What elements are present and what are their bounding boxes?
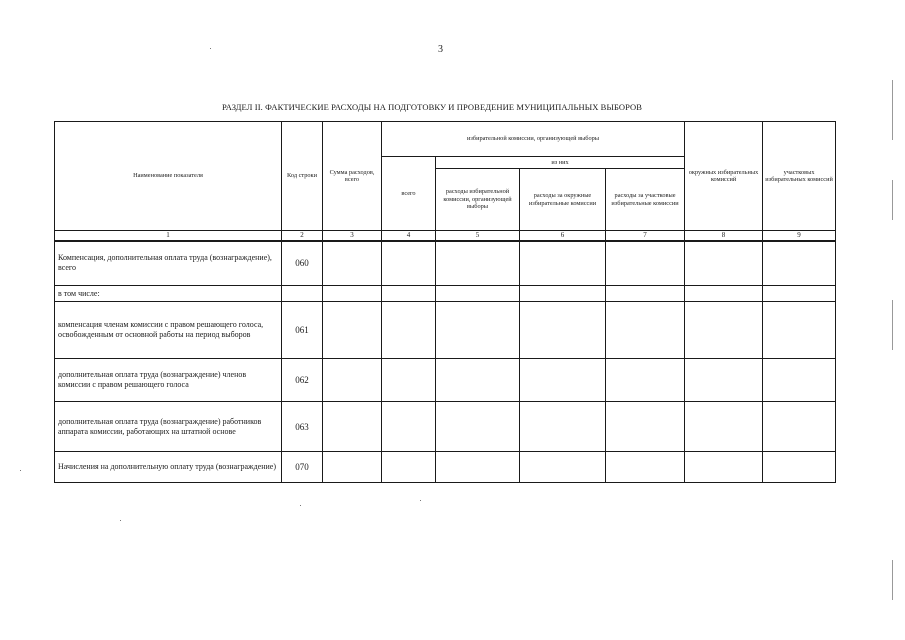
column-numbers-row bbox=[55, 231, 836, 241]
value-cell bbox=[685, 302, 763, 359]
section-title: РАЗДЕЛ II. ФАКТИЧЕСКИЕ РАСХОДЫ НА ПОДГОТОВКУ И ПРОВЕДЕНИЕ МУНИЦИПАЛЬНЫХ ВЫБОРОВ bbox=[222, 102, 643, 112]
scan-speck bbox=[210, 48, 211, 49]
header-district-expenses: расходы за окружные избирательные комиссии bbox=[520, 169, 606, 231]
value-cell bbox=[685, 452, 763, 483]
value-cell bbox=[382, 402, 436, 452]
header-precinct-commissions: участковых избирательных комиссий bbox=[763, 122, 836, 231]
value-cell bbox=[520, 286, 606, 302]
value-cell bbox=[382, 241, 436, 286]
column-number: 3 bbox=[323, 231, 382, 241]
column-number: 7 bbox=[606, 231, 685, 241]
value-cell bbox=[520, 402, 606, 452]
value-cell bbox=[520, 452, 606, 483]
value-cell bbox=[763, 302, 836, 359]
scan-mark bbox=[892, 80, 893, 140]
scan-mark bbox=[892, 180, 893, 220]
value-cell bbox=[606, 241, 685, 286]
value-cell bbox=[436, 302, 520, 359]
expenses-table bbox=[54, 121, 836, 483]
value-cell bbox=[436, 402, 520, 452]
row-code: 062 bbox=[282, 359, 323, 402]
table-row bbox=[55, 359, 836, 402]
value-cell bbox=[685, 241, 763, 286]
value-cell bbox=[323, 241, 382, 286]
value-cell bbox=[763, 241, 836, 286]
scan-speck bbox=[120, 520, 121, 521]
column-number: 9 bbox=[763, 231, 836, 241]
value-cell bbox=[323, 402, 382, 452]
value-cell bbox=[606, 452, 685, 483]
row-label: Начисления на дополнительную оплату труда (вознаграждение) bbox=[55, 452, 282, 483]
header-name: Наименование показателя bbox=[55, 122, 282, 231]
value-cell bbox=[323, 302, 382, 359]
value-cell bbox=[436, 286, 520, 302]
value-cell bbox=[606, 359, 685, 402]
header-total-sum: Сумма расходов, всего bbox=[323, 122, 382, 231]
value-cell bbox=[763, 286, 836, 302]
row-label: Компенсация, дополнительная оплата труда (вознаграждение), всего bbox=[55, 241, 282, 286]
header-organizing-commission: избирательной комиссии, организующей выборы bbox=[382, 122, 685, 157]
row-label: в том числе: bbox=[55, 286, 282, 302]
row-label: дополнительная оплата труда (вознаграждение) членов комиссии с правом решающего голоса bbox=[55, 359, 282, 402]
value-cell bbox=[382, 359, 436, 402]
header-precinct-expenses: расходы за участковые избирательные комиссии bbox=[606, 169, 685, 231]
value-cell bbox=[520, 241, 606, 286]
value-cell bbox=[520, 302, 606, 359]
value-cell bbox=[382, 302, 436, 359]
value-cell bbox=[606, 302, 685, 359]
row-code bbox=[282, 286, 323, 302]
value-cell bbox=[436, 452, 520, 483]
scan-mark bbox=[892, 560, 893, 600]
row-label: дополнительная оплата труда (вознаграждение) работников аппарата комиссии, работающих на штатной основе bbox=[55, 402, 282, 452]
row-code: 061 bbox=[282, 302, 323, 359]
row-code: 063 bbox=[282, 402, 323, 452]
scan-mark bbox=[892, 300, 893, 350]
value-cell bbox=[763, 452, 836, 483]
header-org-expenses: расходы избирательной комиссии, организующей выборы bbox=[436, 169, 520, 231]
value-cell bbox=[606, 402, 685, 452]
column-number: 1 bbox=[55, 231, 282, 241]
scan-speck bbox=[420, 500, 421, 501]
row-code: 070 bbox=[282, 452, 323, 483]
header-code: Код строки bbox=[282, 122, 323, 231]
value-cell bbox=[323, 359, 382, 402]
column-number: 5 bbox=[436, 231, 520, 241]
value-cell bbox=[323, 286, 382, 302]
value-cell bbox=[436, 359, 520, 402]
column-number: 6 bbox=[520, 231, 606, 241]
value-cell bbox=[436, 241, 520, 286]
table-row bbox=[55, 241, 836, 286]
scan-speck bbox=[20, 470, 21, 471]
page-number: 3 bbox=[438, 44, 443, 55]
table-row bbox=[55, 286, 836, 302]
scan-speck bbox=[300, 505, 301, 506]
column-number: 2 bbox=[282, 231, 323, 241]
value-cell bbox=[520, 359, 606, 402]
column-number: 4 bbox=[382, 231, 436, 241]
value-cell bbox=[685, 402, 763, 452]
table-row bbox=[55, 402, 836, 452]
value-cell bbox=[685, 286, 763, 302]
value-cell bbox=[763, 359, 836, 402]
header-total: всего bbox=[382, 157, 436, 231]
table-row bbox=[55, 302, 836, 359]
table-row bbox=[55, 452, 836, 483]
header-district-commissions: окружных избирательных комиссий bbox=[685, 122, 763, 231]
value-cell bbox=[606, 286, 685, 302]
value-cell bbox=[323, 452, 382, 483]
value-cell bbox=[685, 359, 763, 402]
column-number: 8 bbox=[685, 231, 763, 241]
row-code: 060 bbox=[282, 241, 323, 286]
value-cell bbox=[763, 402, 836, 452]
row-label: компенсация членам комиссии с правом решающего голоса, освобожденным от основной работы на период выборов bbox=[55, 302, 282, 359]
value-cell bbox=[382, 286, 436, 302]
value-cell bbox=[382, 452, 436, 483]
header-of-them: из них bbox=[436, 157, 685, 169]
